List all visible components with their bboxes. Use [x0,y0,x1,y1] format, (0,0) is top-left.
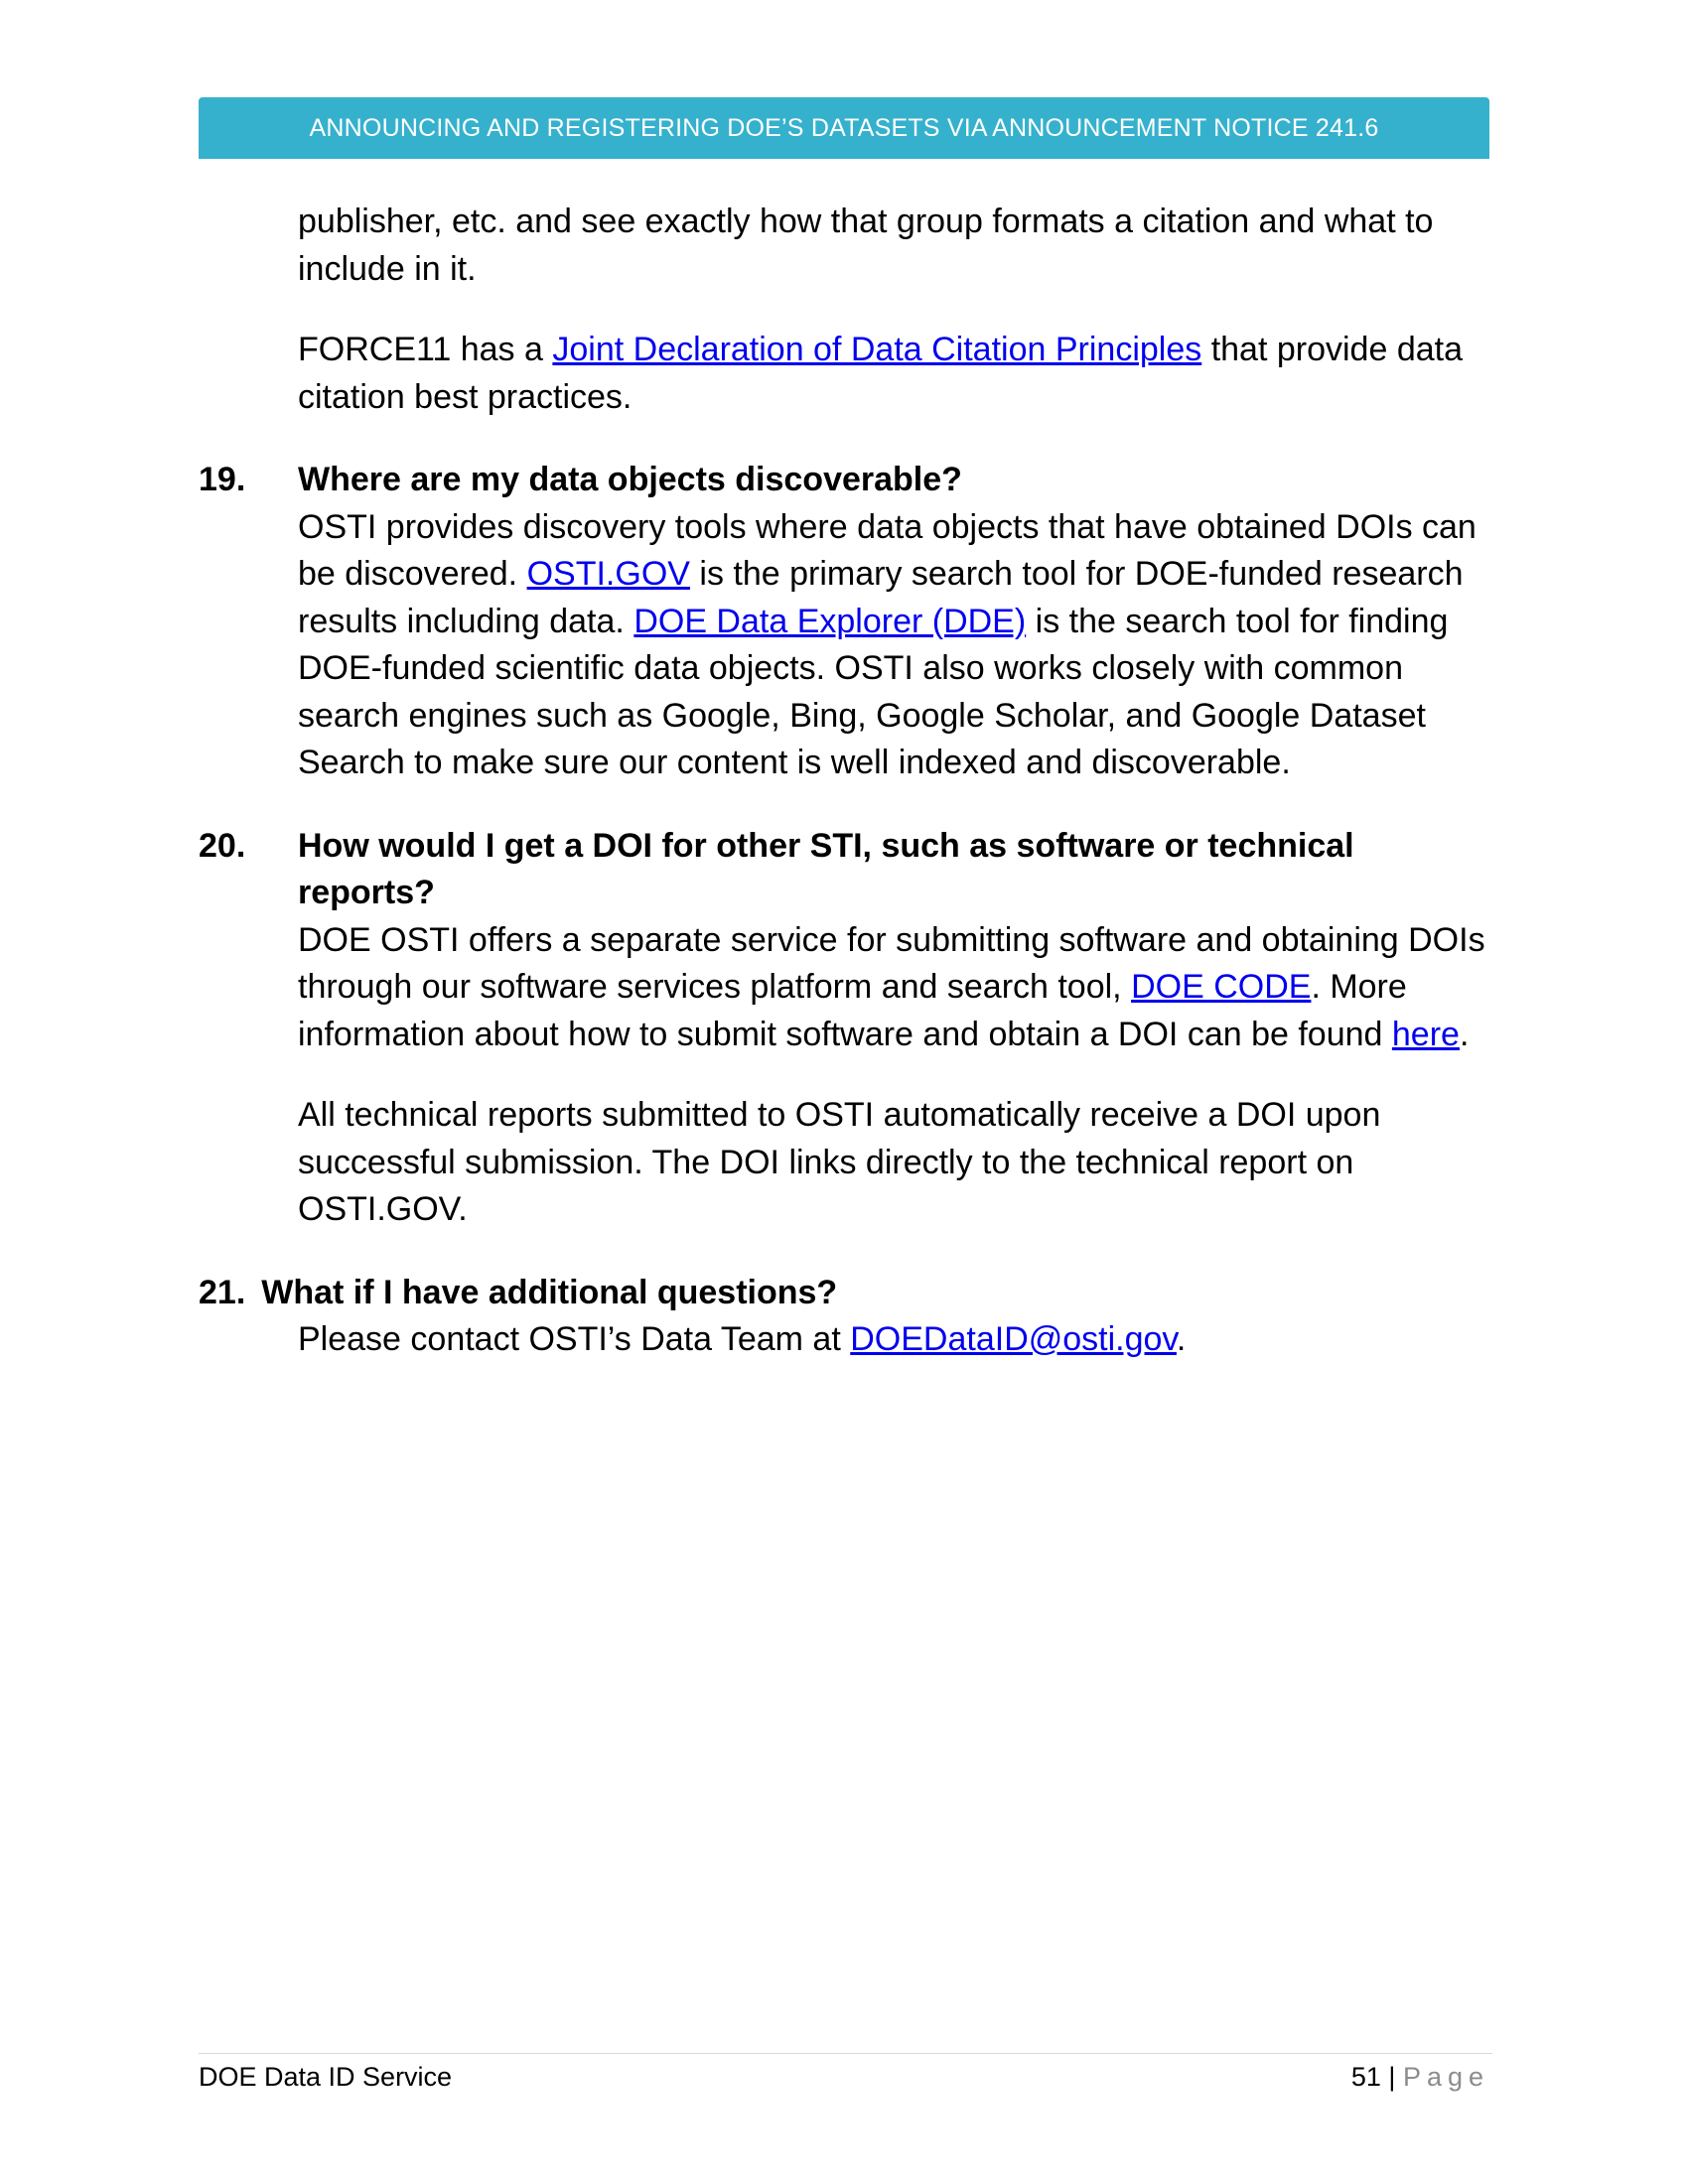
question-19-heading [199,457,1489,504]
technical-reports-paragraph: All technical reports submitted to OSTI automatically receive a DOI upon successful submission. The DOI links directly to the technical report on OSTI.GOV. [298,1096,1381,1228]
question-19-answer [298,504,1489,787]
document-body [199,199,1489,1364]
question-20-text: How would I get a DOI for other STI, such as software or technical reports? [298,826,1354,911]
page-separator: | [1380,2062,1403,2092]
question-20-heading [199,823,1489,917]
footer-service-name: DOE Data ID Service [199,2062,453,2092]
question-20-answer [298,917,1489,1059]
question-21-number: 21. [199,1273,246,1311]
joint-declaration-link[interactable]: Joint Declaration of Data Citation Principles [552,331,1202,368]
q19-text-3: is the search tool for finding DOE-funded scientific data objects. OSTI also works closely with common search engines such as Google, Bing, Google Scholar, and Google Dataset Search to make sure our content is well indexed and discoverable. [298,602,1449,781]
question-21-answer [298,1316,1489,1364]
force11-text-before: FORCE11 has a [298,331,553,368]
q21-text-2: . [1176,1320,1187,1358]
header-band [199,97,1489,159]
q20-text-2: . More information about how to submit software and obtain a DOI can be found [298,968,1407,1053]
intro-continuation: publisher, etc. and see exactly how that group formats a citation and what to include in it. [298,203,1434,288]
q20-text-1: DOE OSTI offers a separate service for submitting software and obtaining DOIs through our software services platform and search tool, [298,920,1485,1006]
q21-text-1: Please contact OSTI’s Data Team at [298,1320,851,1358]
question-19-text: Where are my data objects discoverable? [298,461,962,498]
force11-paragraph [298,327,1489,421]
footer-page-indicator [1351,2059,1489,2095]
question-20-number: 20. [199,826,246,865]
q19-text-1: OSTI provides discovery tools where data objects that have obtained DOIs can be discovered. [298,507,1477,593]
q19-text-2: is the primary search tool for DOE-funded research results including data. [298,555,1464,640]
osti-gov-link[interactable]: OSTI.GOV [526,555,690,593]
here-link[interactable]: here [1391,1015,1460,1053]
email-link[interactable]: DOEDataID@osti.gov [850,1320,1177,1358]
q20-text-3: . [1459,1015,1470,1053]
page-word: Page [1402,2062,1489,2092]
page-number: 51 [1350,2062,1381,2092]
doe-code-link[interactable]: DOE CODE [1131,968,1312,1006]
footer-divider [199,2053,1492,2054]
force11-text-after: that provide data citation best practices. [298,331,1463,416]
question-21-heading [199,1270,1489,1317]
question-21-text: What if I have additional questions? [261,1273,838,1311]
doe-data-explorer-link[interactable]: DOE Data Explorer (DDE) [633,602,1027,640]
question-19-number: 19. [199,461,246,498]
header-title: ANNOUNCING AND REGISTERING DOE’S DATASETS VIA ANNOUNCEMENT NOTICE 241.6 [309,113,1379,142]
